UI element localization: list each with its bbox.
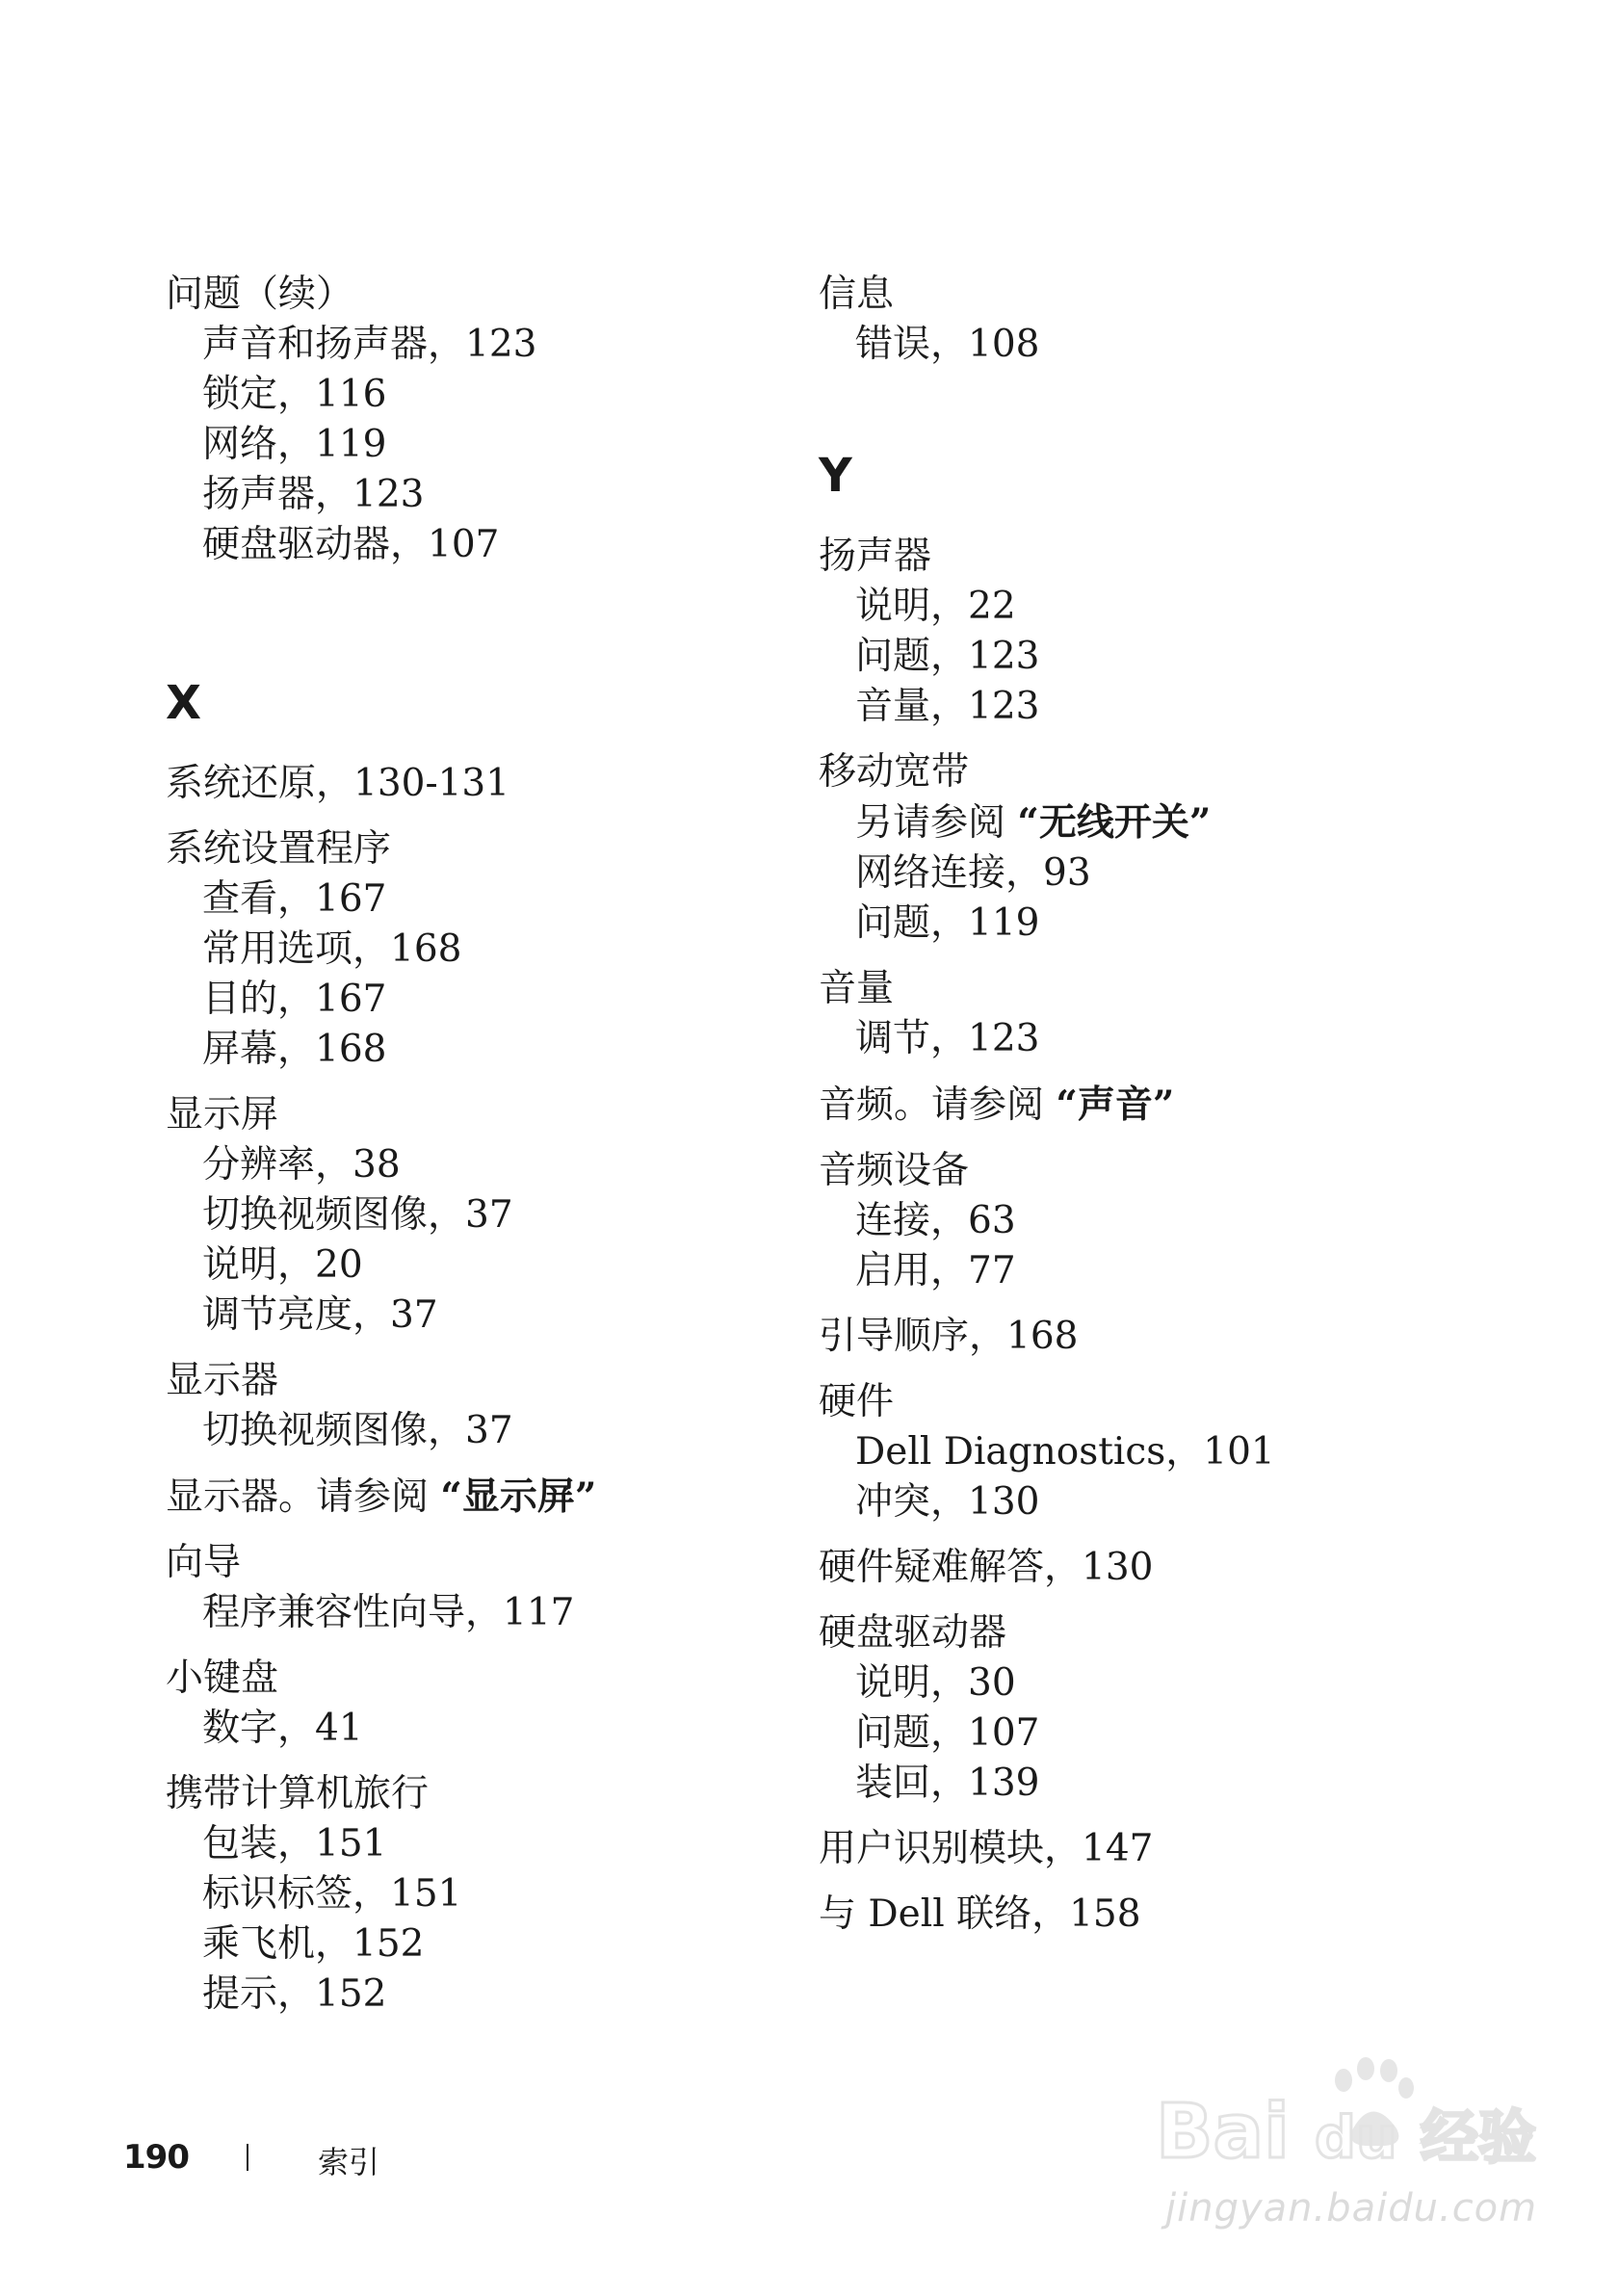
footer-section-title: 索引 bbox=[318, 2144, 380, 2180]
index-entry bbox=[166, 1654, 782, 1754]
index-entry bbox=[819, 532, 1454, 732]
index-term: 显示屏 bbox=[166, 1093, 279, 1136]
index-subterm: 扬声器，123 bbox=[202, 473, 425, 516]
index-entry bbox=[819, 1824, 1454, 1874]
index-term: 音频设备 bbox=[819, 1149, 970, 1192]
index-subterm: 音量，123 bbox=[855, 685, 1040, 728]
index-subterm: Dell Diagnostics，101 bbox=[855, 1430, 1275, 1474]
index-term: 硬件 bbox=[819, 1380, 895, 1423]
index-entry bbox=[819, 1608, 1454, 1809]
index-subterm: 包装，151 bbox=[202, 1822, 387, 1866]
index-subterm: 网络连接，93 bbox=[855, 851, 1091, 895]
index-term: 向导 bbox=[166, 1541, 242, 1584]
section-letter-y: Y bbox=[819, 449, 852, 503]
index-entry bbox=[819, 747, 1454, 949]
index-subterm: 常用选项，168 bbox=[202, 927, 462, 971]
index-term: 用户识别模块，147 bbox=[819, 1827, 1154, 1870]
index-subterm: 切换视频图像，37 bbox=[202, 1193, 513, 1237]
index-entry bbox=[819, 1377, 1454, 1527]
index-subterm: 另请参阅 “无线开关” bbox=[855, 800, 1212, 845]
cross-reference: “声音” bbox=[1056, 1083, 1175, 1127]
index-subterm: 调节亮度，37 bbox=[202, 1293, 438, 1337]
index-term: 显示器。请参阅 “显示屏” bbox=[166, 1474, 597, 1519]
index-subterm: 目的，167 bbox=[202, 978, 387, 1021]
page-number: 190 bbox=[123, 2138, 189, 2177]
index-term: 信息 bbox=[819, 273, 895, 316]
svg-text:du: du bbox=[1315, 2104, 1397, 2172]
index-term: 引导顺序，168 bbox=[819, 1315, 1079, 1358]
index-entry bbox=[166, 759, 782, 809]
index-term: 移动宽带 bbox=[819, 750, 970, 794]
index-entry bbox=[166, 1356, 782, 1456]
index-subterm: 声音和扬声器，123 bbox=[202, 323, 537, 366]
index-subterm: 标识标签，151 bbox=[202, 1872, 462, 1916]
index-entry bbox=[166, 1090, 782, 1341]
index-term: 扬声器 bbox=[819, 535, 932, 578]
index-column-right bbox=[819, 270, 1454, 1955]
index-entry bbox=[166, 1472, 782, 1523]
index-entry bbox=[166, 1769, 782, 2020]
index-subterm: 说明，20 bbox=[202, 1243, 363, 1287]
index-entry bbox=[819, 1543, 1454, 1593]
entries-x bbox=[166, 759, 782, 2020]
index-term: 系统还原，130-131 bbox=[166, 762, 510, 805]
index-entry bbox=[819, 270, 1454, 370]
index-term: 硬盘驱动器 bbox=[819, 1611, 1007, 1655]
index-term: 显示器 bbox=[166, 1359, 279, 1402]
index-subterm: 调节，123 bbox=[855, 1017, 1040, 1060]
index-subterm: 说明，30 bbox=[855, 1661, 1016, 1705]
footer-divider bbox=[247, 2144, 248, 2171]
index-subterm: 装回，139 bbox=[855, 1761, 1040, 1805]
index-subterm: 数字，41 bbox=[202, 1707, 363, 1750]
index-term: 小键盘 bbox=[166, 1657, 279, 1700]
index-subterm: 错误，108 bbox=[855, 323, 1040, 366]
index-term: 问题（续） bbox=[166, 273, 354, 316]
index-subterm: 查看，167 bbox=[202, 877, 387, 921]
baidu-logo-icon bbox=[1146, 2042, 1551, 2186]
index-subterm: 分辨率，38 bbox=[202, 1143, 401, 1187]
index-entry bbox=[166, 1538, 782, 1638]
index-entry bbox=[166, 270, 782, 570]
index-term: 硬件疑难解答，130 bbox=[819, 1546, 1154, 1589]
index-subterm: 锁定，116 bbox=[202, 373, 387, 416]
index-entry bbox=[819, 964, 1454, 1064]
entries-y bbox=[819, 532, 1454, 1940]
index-entry bbox=[819, 1080, 1454, 1131]
index-subterm: 启用，77 bbox=[855, 1249, 1016, 1292]
entries-before-x bbox=[166, 270, 782, 570]
index-subterm: 问题，123 bbox=[855, 635, 1040, 678]
entries-before-y bbox=[819, 270, 1454, 370]
watermark-url: jingyan.baidu.com bbox=[1165, 2186, 1538, 2231]
index-subterm: 提示，152 bbox=[202, 1972, 387, 2016]
index-subterm: 冲突，130 bbox=[855, 1480, 1040, 1524]
index-subterm: 连接，63 bbox=[855, 1199, 1016, 1242]
index-term: 携带计算机旅行 bbox=[166, 1772, 430, 1815]
index-column-left bbox=[166, 270, 782, 2035]
index-entry bbox=[819, 1890, 1454, 1940]
index-entry bbox=[819, 1312, 1454, 1362]
index-term: 音量 bbox=[819, 967, 895, 1010]
index-entry bbox=[166, 824, 782, 1075]
index-subterm: 问题，107 bbox=[855, 1711, 1040, 1755]
index-term: 系统设置程序 bbox=[166, 827, 392, 871]
index-subterm: 切换视频图像，37 bbox=[202, 1409, 513, 1452]
index-subterm: 硬盘驱动器，107 bbox=[202, 523, 500, 566]
index-subterm: 网络，119 bbox=[202, 423, 387, 466]
index-subterm: 乘飞机，152 bbox=[202, 1922, 425, 1966]
baidu-watermark bbox=[1146, 2042, 1551, 2244]
cross-reference: “显示屏” bbox=[440, 1474, 597, 1519]
page-footer bbox=[123, 2138, 797, 2196]
index-subterm: 屏幕，168 bbox=[202, 1028, 387, 1071]
index-entry bbox=[819, 1146, 1454, 1296]
index-term: 与 Dell 联络，158 bbox=[819, 1892, 1141, 1936]
index-subterm: 问题，119 bbox=[855, 901, 1040, 945]
cross-reference: “无线开关” bbox=[1017, 800, 1212, 845]
svg-text:经验: 经验 bbox=[1421, 2104, 1536, 2172]
svg-text:Bai: Bai bbox=[1156, 2089, 1290, 2176]
index-subterm: 说明，22 bbox=[855, 585, 1016, 628]
section-letter-x: X bbox=[166, 676, 202, 730]
index-subterm: 程序兼容性向导，117 bbox=[202, 1591, 575, 1634]
index-term: 音频。请参阅 “声音” bbox=[819, 1083, 1175, 1127]
